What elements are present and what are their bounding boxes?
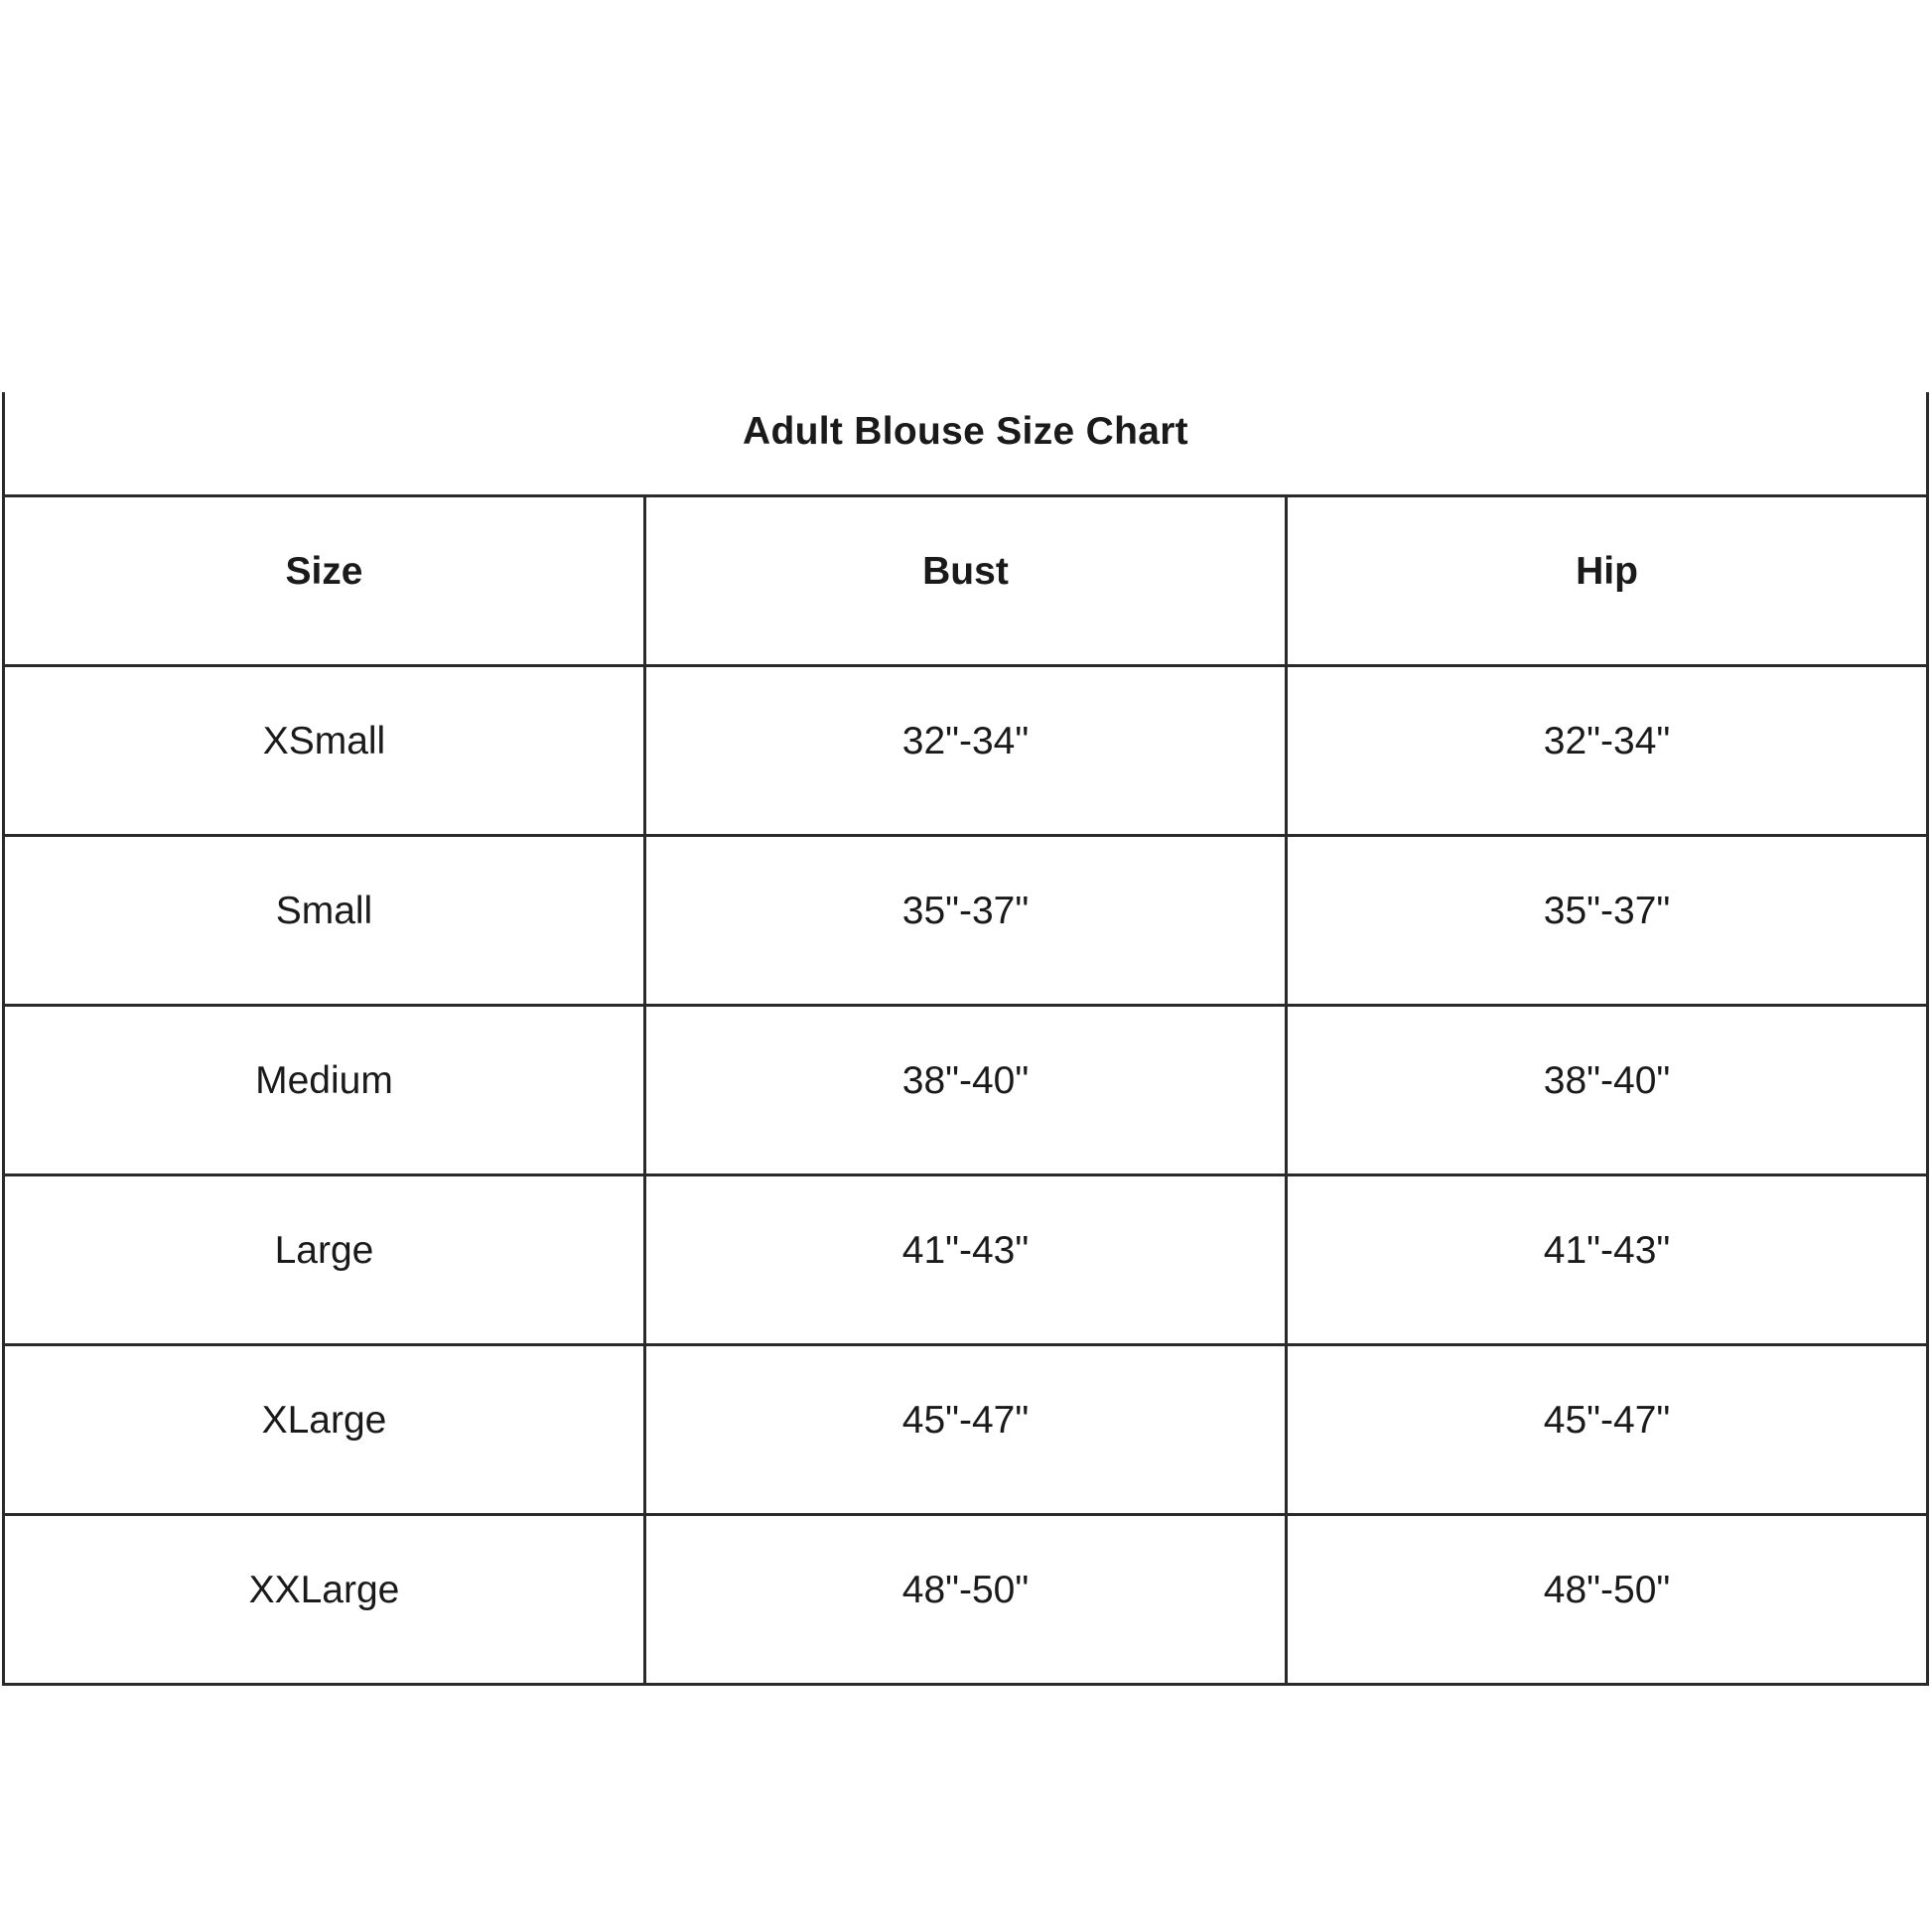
cell-bust: 38"-40" xyxy=(644,1006,1286,1175)
header-hip: Hip xyxy=(1287,496,1928,666)
cell-size: Medium xyxy=(4,1006,645,1175)
cell-hip: 45"-47" xyxy=(1287,1345,1928,1515)
cell-hip: 32"-34" xyxy=(1287,666,1928,836)
header-bust: Bust xyxy=(644,496,1286,666)
table-row xyxy=(4,836,1928,1006)
table-row xyxy=(4,1175,1928,1345)
header-row xyxy=(4,496,1928,666)
header-size: Size xyxy=(4,496,645,666)
cell-size: XSmall xyxy=(4,666,645,836)
cell-size: Small xyxy=(4,836,645,1006)
cell-hip: 48"-50" xyxy=(1287,1515,1928,1685)
size-table xyxy=(2,494,1929,1686)
cell-hip: 35"-37" xyxy=(1287,836,1928,1006)
table-row xyxy=(4,666,1928,836)
table-row xyxy=(4,1515,1928,1685)
cell-size: Large xyxy=(4,1175,645,1345)
table-row xyxy=(4,1006,1928,1175)
cell-hip: 41"-43" xyxy=(1287,1175,1928,1345)
cell-bust: 41"-43" xyxy=(644,1175,1286,1345)
cell-size: XLarge xyxy=(4,1345,645,1515)
table-row xyxy=(4,1345,1928,1515)
title-bar xyxy=(2,392,1929,495)
size-chart xyxy=(2,392,1929,1611)
cell-bust: 35"-37" xyxy=(644,836,1286,1006)
cell-bust: 45"-47" xyxy=(644,1345,1286,1515)
cell-bust: 48"-50" xyxy=(644,1515,1286,1685)
cell-bust: 32"-34" xyxy=(644,666,1286,836)
chart-title: Adult Blouse Size Chart xyxy=(743,410,1188,453)
cell-size: XXLarge xyxy=(4,1515,645,1685)
cell-hip: 38"-40" xyxy=(1287,1006,1928,1175)
